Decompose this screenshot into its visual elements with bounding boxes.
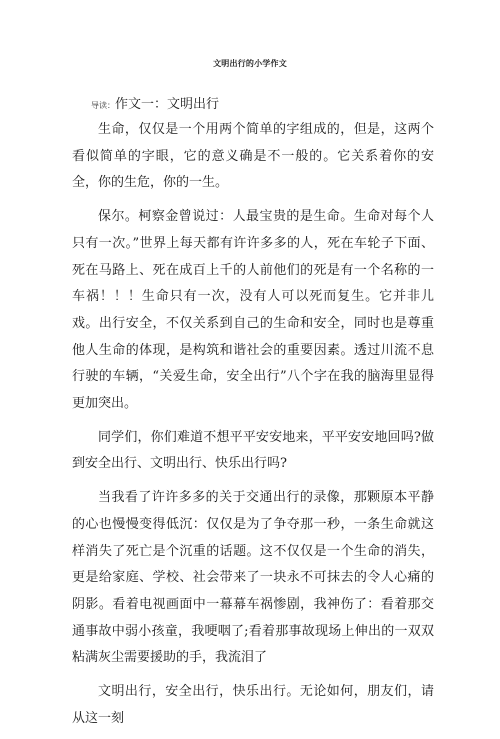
intro-line: [91, 93, 219, 112]
document-title: 文明出行的小学作文: [213, 58, 287, 68]
paragraph: 生命，仅仅是一个用两个简单的字组成的，但是，这两个看似简单的字眼，它的意义确是不一般的。它关系着你的安全，你的生危，你的一生。: [72, 122, 434, 191]
essay-heading: 作文一：文明出行: [115, 97, 220, 112]
intro-label: 导读：: [91, 101, 115, 110]
paragraph: 当我看了许许多多的关于交通出行的录像，那颗原本平静的心也慢慢变得低沉：仅仅是为了争夺那一秒，一条生命就这样消失了死亡是个沉重的话题。这不仅仅是一个生命的消失，更是给家庭、学校、社会带来了一块永不可抹去的令人心痛的阴影。看着电视画面中一幕幕车祸惨剧，我神伤了：看着那交通事故中弱小孩童，我哽咽了;看着那事故现场上伸出的一双双粘满灰尘需要援助的手，我流泪了: [72, 490, 434, 666]
paragraph: 同学们，你们难道不想平平安安地来，平平安安地回吗?做到安全出行、文明出行、快乐出行吗?: [72, 429, 434, 472]
essay-body: [72, 117, 434, 739]
paragraph: 文明出行，安全出行，快乐出行。无论如何，朋友们，请从这一刻: [72, 684, 434, 726]
paragraph: 保尔。柯察金曾说过：人最宝贵的是生命。生命对每个人只有一次。”世界上每天都有许许多多的人，死在车轮子下面、死在马路上、死在成百上千的人前他们的死是有一个名称的一车祸！！！生命只有一次，没有人可以死而复生。它并非儿戏。出行安全，不仅关系到自己的生命和安全，同时也是尊重他人生命的体现，是构筑和谐社会的重要因素。透过川流不息行驶的车辆，“关爱生命，安全出行”八个字在我的脑海里显得更加突出。: [72, 209, 434, 412]
